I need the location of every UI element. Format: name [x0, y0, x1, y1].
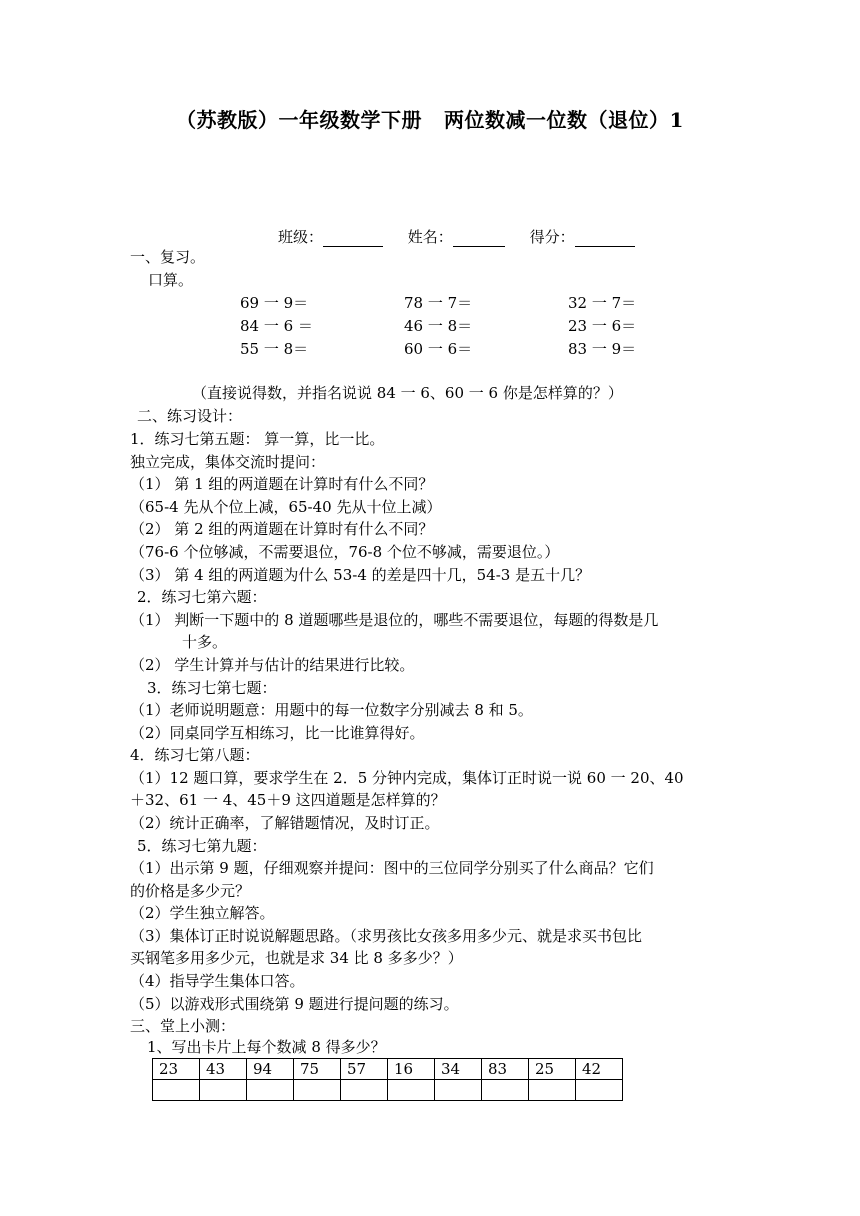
section2-line: （1）出示第 9 题，仔细观察并提问：图中的三位同学分别买了什么商品？它们 — [130, 859, 654, 877]
section2-line: （1） 判断一下题中的 8 道题哪些是退位的，哪些不需要退位，每题的得数是几 — [130, 611, 659, 629]
section2-line: ＋32、61 一 4、45＋9 这四道题是怎样算的？ — [130, 791, 446, 809]
section1-sub: 口算。 — [148, 271, 194, 289]
section2-line: 4．练习七第八题： — [130, 746, 260, 764]
calc-item: 60 一 6＝ — [404, 340, 473, 358]
card-number: 34 — [435, 1059, 482, 1080]
cards-number-row — [153, 1059, 623, 1080]
section2-line: （1）老师说明题意：用题中的每一位数字分别减去 8 和 5。 — [130, 701, 533, 719]
answer-cell[interactable] — [435, 1080, 482, 1101]
answer-cell[interactable] — [388, 1080, 435, 1101]
section2-line: 2．练习七第六题： — [137, 588, 267, 606]
calc-item: 46 一 8＝ — [404, 317, 473, 335]
section3-sub: 1、写出卡片上每个数减 8 得多少？ — [147, 1038, 386, 1056]
section2-line: （65-4 先从个位上减，65-40 先从十位上减） — [130, 498, 442, 516]
name-label: 姓名： — [407, 228, 453, 246]
card-number: 83 — [482, 1059, 529, 1080]
score-blank — [575, 232, 635, 247]
answer-cell[interactable] — [341, 1080, 388, 1101]
section2-line: （2） 学生计算并与估计的结果进行比较。 — [130, 656, 415, 674]
section2-line: （2）统计正确率，了解错题情况，及时订正。 — [130, 814, 440, 832]
section2-line: （76-6 个位够减，不需要退位，76-8 个位不够减，需要退位。） — [130, 543, 560, 561]
section2-line: 3．练习七第七题： — [147, 679, 277, 697]
section3-heading: 三、堂上小测： — [130, 1017, 236, 1035]
calc-item: 32 一 7＝ — [568, 294, 637, 312]
section2-line: （3） 第 4 组的两道题为什么 53-4 的差是四十几，54-3 是五十几？ — [130, 566, 591, 584]
card-number: 94 — [247, 1059, 294, 1080]
section2-line: （2） 第 2 组的两道题在计算时有什么不同？ — [130, 520, 434, 538]
section2-heading: 二、练习设计： — [137, 407, 243, 425]
section2-line: （5）以游戏形式围绕第 9 题进行提问题的练习。 — [130, 995, 459, 1013]
calc-item: 69 一 9＝ — [240, 294, 309, 312]
page-title — [0, 104, 860, 133]
answer-cell[interactable] — [294, 1080, 341, 1101]
answer-cell[interactable] — [576, 1080, 623, 1101]
calc-item: 83 一 9＝ — [568, 340, 637, 358]
section2-line: 独立完成，集体交流时提问： — [130, 453, 326, 471]
section2-line: （4）指导学生集体口答。 — [130, 972, 305, 990]
calc-item: 23 一 6＝ — [568, 317, 637, 335]
section2-line: 十多。 — [182, 633, 228, 651]
card-number: 23 — [153, 1059, 200, 1080]
card-number: 75 — [294, 1059, 341, 1080]
section2-line: 1．练习七第五题： 算一算，比一比。 — [130, 430, 385, 448]
score-label: 得分： — [529, 228, 575, 246]
calc-item: 78 一 7＝ — [404, 294, 473, 312]
calc-item: 84 一 6 ＝ — [240, 317, 313, 335]
class-blank — [323, 232, 383, 247]
class-label: 班级： — [278, 228, 324, 246]
calc-item: 55 一 8＝ — [240, 340, 309, 358]
answer-cell[interactable] — [247, 1080, 294, 1101]
section2-line: （2）学生独立解答。 — [130, 904, 275, 922]
title-part1: （苏教版）一年级数学下册 — [176, 108, 423, 132]
card-number: 43 — [200, 1059, 247, 1080]
cards-answer-row — [153, 1080, 623, 1101]
number-cards-table — [152, 1058, 623, 1101]
card-number: 42 — [576, 1059, 623, 1080]
section2-line: 的价格是多少元？ — [130, 882, 251, 900]
student-info-row — [278, 226, 635, 247]
answer-cell[interactable] — [200, 1080, 247, 1101]
title-part2: 两位数减一位数（退位）1 — [444, 108, 684, 132]
section2-line: （3）集体订正时说说解题思路。（求男孩比女孩多用多少元、就是求买书包比 — [130, 927, 643, 945]
section1-note: （直接说得数，并指名说说 84 一 6、60 一 6 你是怎样算的？） — [192, 384, 623, 402]
answer-cell[interactable] — [529, 1080, 576, 1101]
answer-cell[interactable] — [482, 1080, 529, 1101]
section2-line: （1）12 题口算，要求学生在 2．5 分钟内完成，集体订正时说一说 60 一 20、40 — [130, 769, 684, 787]
card-number: 57 — [341, 1059, 388, 1080]
section2-line: （2）同桌同学互相练习，比一比谁算得好。 — [130, 724, 425, 742]
section2-line: 买钢笔多用多少元，也就是求 34 比 8 多多少？） — [130, 949, 463, 967]
section2-line: （1） 第 1 组的两道题在计算时有什么不同？ — [130, 475, 434, 493]
card-number: 25 — [529, 1059, 576, 1080]
card-number: 16 — [388, 1059, 435, 1080]
section1-heading: 一、复习。 — [130, 248, 206, 266]
section2-line: 5．练习七第九题： — [137, 837, 267, 855]
name-blank — [453, 232, 505, 247]
answer-cell[interactable] — [153, 1080, 200, 1101]
